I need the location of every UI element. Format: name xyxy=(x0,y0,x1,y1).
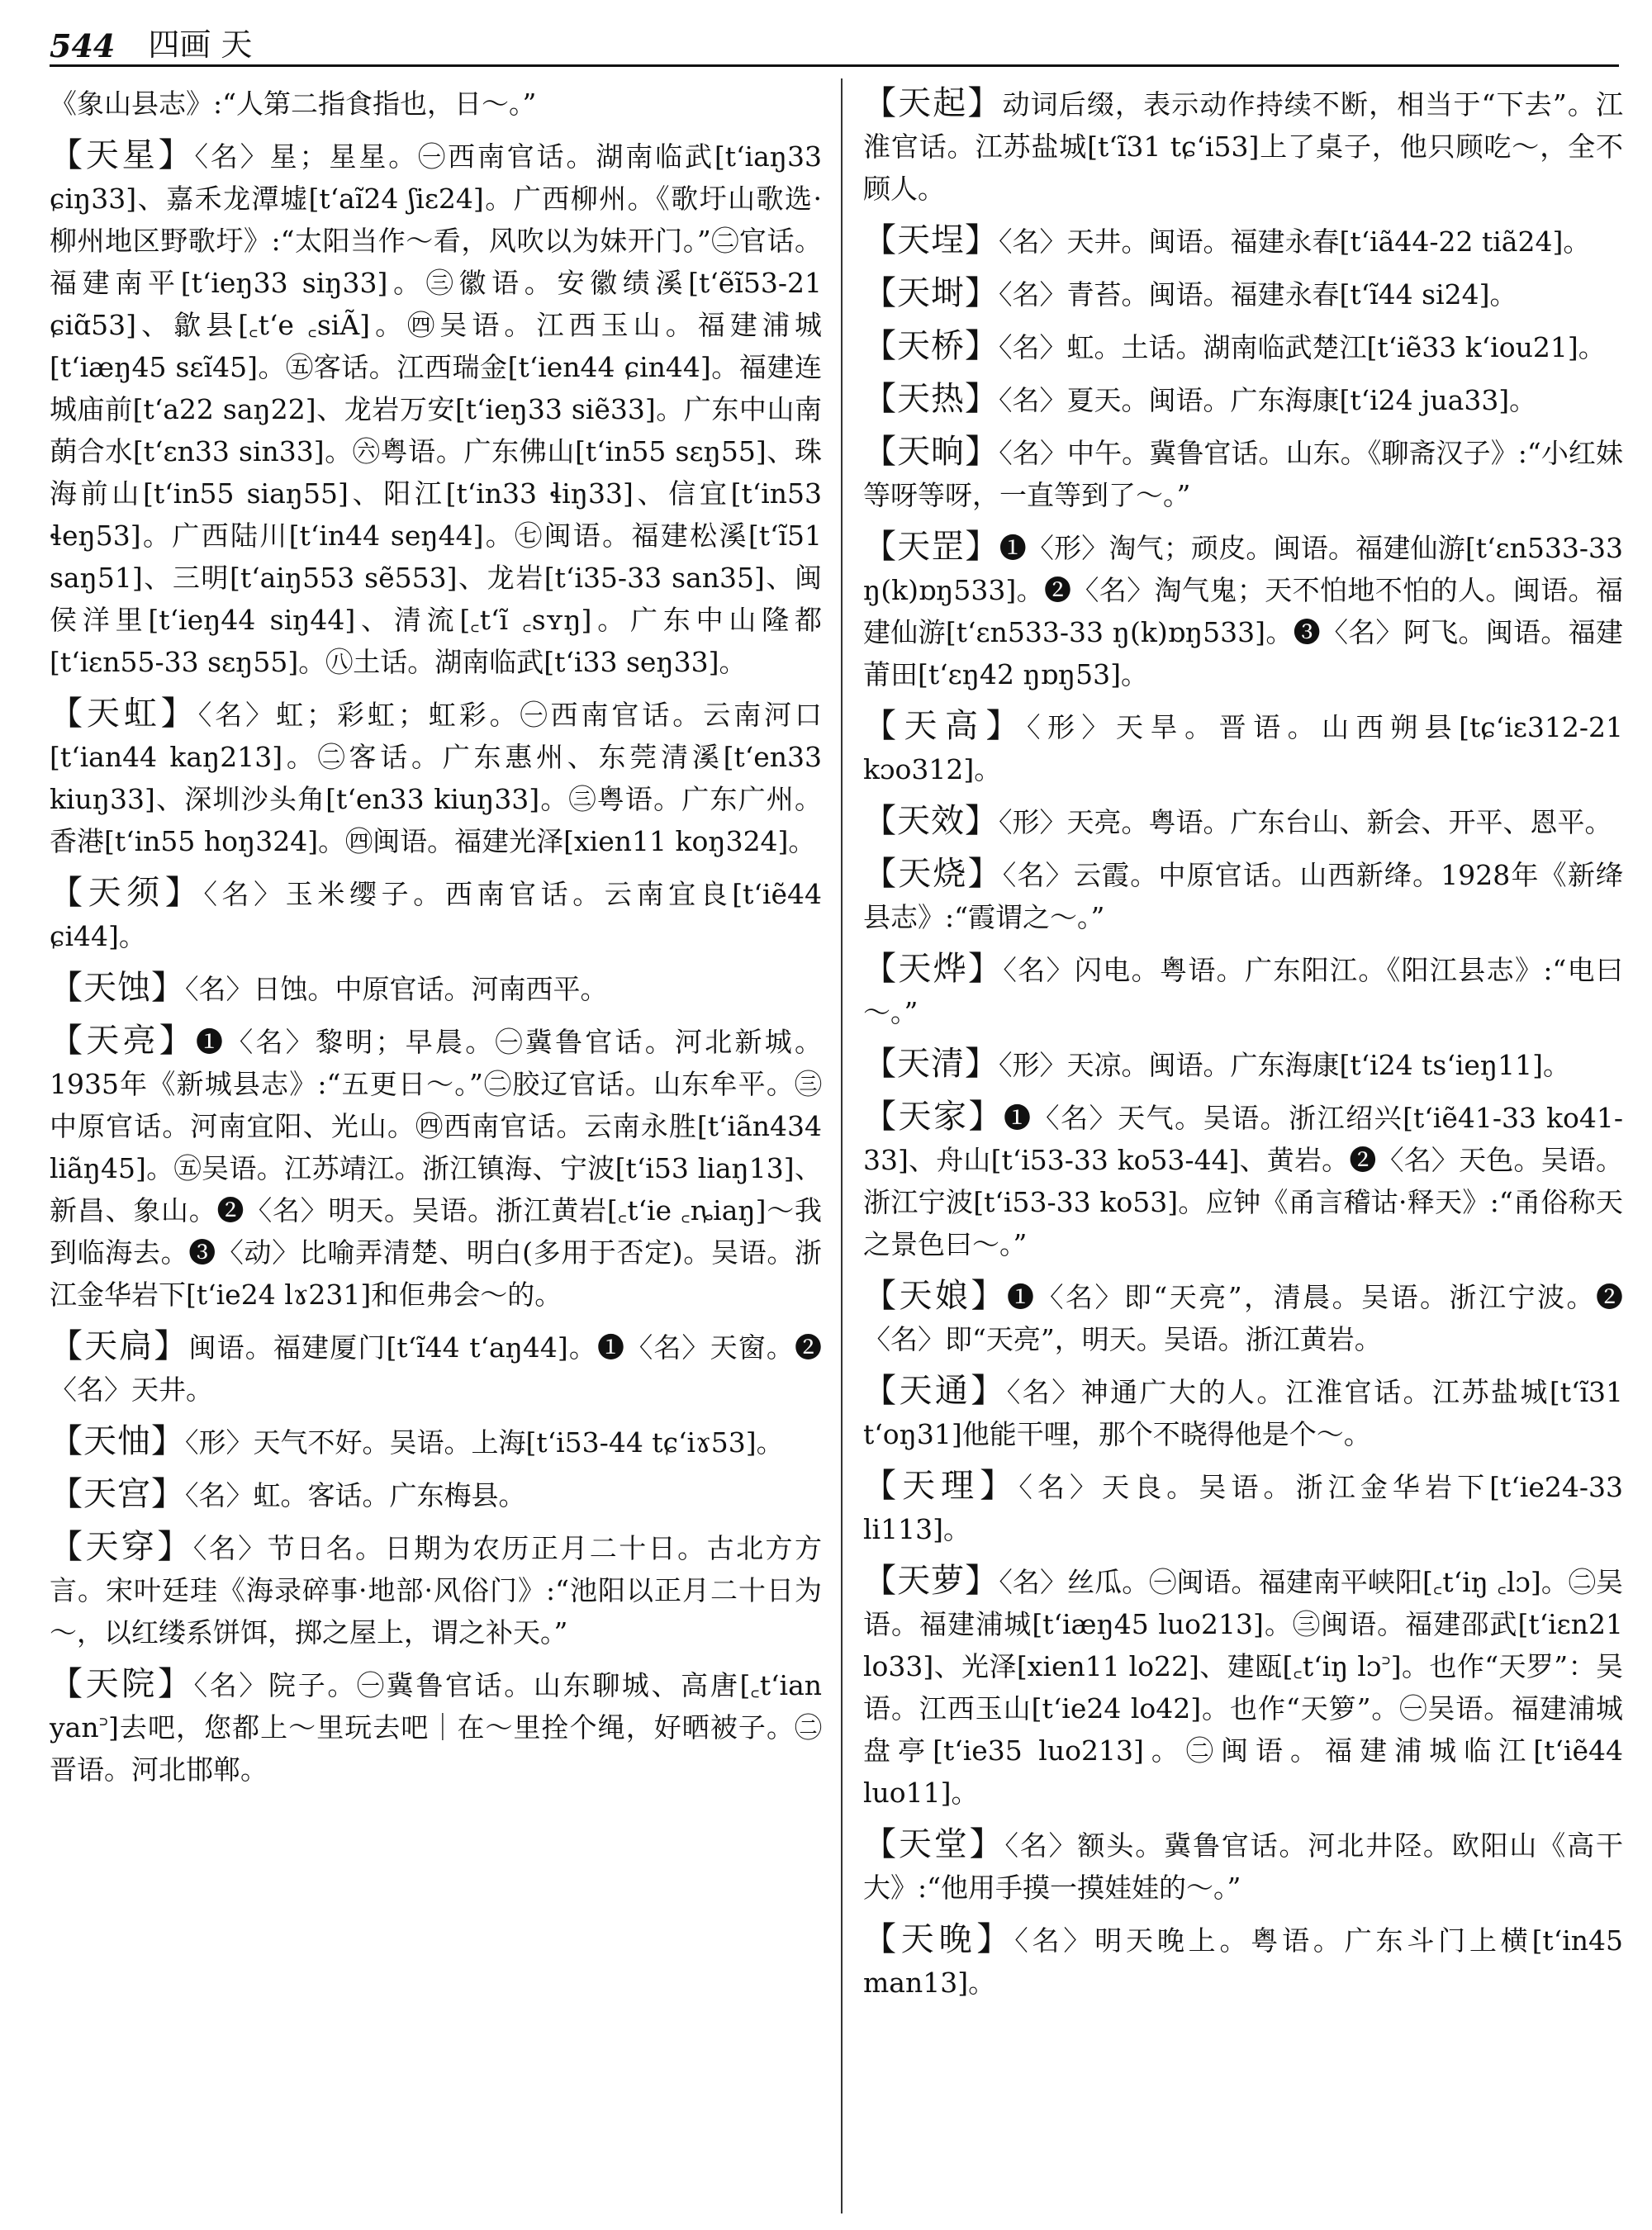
entry-headword: 【天蚀】 xyxy=(50,969,185,1007)
entry-tianshao xyxy=(863,853,1623,938)
column-divider xyxy=(841,78,843,2213)
entry-body: ❶〈名〉天气。吴语。浙江绍兴[t‘iẽ41-33 ko41-33]、舟山[t‘i53-33 ko53-44]、黄岩。❷〈名〉天色。吴语。浙江宁波[t‘i53-33 ko53]。应钟《甬言稽诂·释天》:“甬俗称天之景色曰～。” xyxy=(863,1102,1624,1260)
entry-body: 〈形〉天亮。粤语。广东台山、新会、开平、恩平。 xyxy=(999,806,1612,838)
entry-body: 〈名〉虹。土话。湖南临武楚江[t‘iẽ33 k‘iou21]。 xyxy=(999,331,1606,363)
entry-tianluo xyxy=(863,1560,1623,1814)
entry-body: 〈名〉云霞。中原官话。山西新绛。1928年《新绛县志》:“霞谓之～。” xyxy=(863,859,1624,933)
entry-headword: 【天埘】 xyxy=(863,274,999,312)
page-header xyxy=(50,15,1619,67)
entry-body: 〈形〉天旱。晋语。山西朔县[tɕ‘iɛ312-21 kɔo312]。 xyxy=(863,711,1624,785)
entry-tiantong xyxy=(863,1370,1623,1455)
entry-headword: 【天桥】 xyxy=(863,327,999,365)
entry-headword: 【天晚】 xyxy=(863,1920,1015,1958)
entry-body: 〈名〉神通广大的人。江淮官话。江苏盐城[t‘ĩ31 t‘oŋ31]他能干哩，那个不晓得他是个～。 xyxy=(863,1376,1623,1450)
entry-body: ❶〈形〉淘气；顽皮。闽语。福建仙游[t‘ɛn533-33 ŋ(k)ɒŋ533]。❷〈名〉淘气鬼；天不怕地不怕的人。闽语。福建仙游[t‘ɛn533-33 ŋ(k)ɒŋ533]。❸〈名〉阿飞。闽语。福建莆田[t‘ɛŋ42 ŋɒŋ53]。 xyxy=(863,532,1624,690)
entry-body: 〈名〉节日名。日期为农历正月二十日。古北方方言。宋叶廷珪《海录碎事·地部·风俗门》:“池阳以正月二十日为～，以红缕系饼饵，掷之屋上，谓之补天。” xyxy=(50,1532,823,1649)
entry-tiangao xyxy=(863,705,1623,790)
entry-headword: 【天萝】 xyxy=(863,1562,999,1600)
entry-tiantang xyxy=(863,1824,1623,1909)
entry-headword: 【天扃】 xyxy=(50,1327,189,1365)
entry-tianliang xyxy=(50,1020,822,1316)
entry-headword: 【天院】 xyxy=(50,1665,194,1703)
entry-headword: 【天虹】 xyxy=(50,695,198,733)
entry-body: 〈名〉虹。客话。广东梅县。 xyxy=(185,1479,526,1511)
entry-tianxing xyxy=(50,135,822,683)
entry-headword: 【天晌】 xyxy=(863,433,999,471)
entry-tianshi2 xyxy=(863,273,1623,316)
entry-body: 动词后缀，表示动作持续不断，相当于“下去”。江淮官话。江苏盐城[t‘ĩ31 tɕ‘i53]上了桌子，他只顾吃～，全不顾人。 xyxy=(863,88,1623,205)
entry-tianwan xyxy=(863,1919,1623,2004)
entry-body: 〈名〉天良。吴语。浙江金华岩下[t‘ie24-33 li113]。 xyxy=(863,1471,1624,1545)
entry-tianli xyxy=(863,1465,1623,1550)
entry-tianhong xyxy=(50,693,822,862)
page-number: 544 xyxy=(50,27,116,64)
entry-tiangang xyxy=(863,526,1623,695)
entry-tianchuan xyxy=(50,1526,822,1654)
entry-headword: 【天亮】 xyxy=(50,1022,196,1060)
entry-headword: 【天烧】 xyxy=(863,855,1003,893)
entry-body: 〈名〉额头。冀鲁官话。河北井陉。欧阳山《高干大》:“他用手摸一摸娃娃的～。” xyxy=(863,1829,1624,1904)
entry-body: 〈名〉夏天。闽语。广东海康[t‘i24 jua33]。 xyxy=(999,384,1537,416)
entry-body: ❶〈名〉黎明；早晨。㊀冀鲁官话。河北新城。1935年《新城县志》:“五更日～。”㊁胶辽官话。山东牟平。㊂中原官话。河南宜阳、光山。㊃西南官话。云南永胜[t‘iãn434 liãŋ45]。㊄吴语。江苏靖江。浙江镇海、宁波[t‘i53 liaŋ13]、新昌、象山。❷〈名〉明天。吴语。浙江黄岩[꜀t‘ie ꜀ȵiaŋ]～我到临海去。❸〈动〉比喻弄清楚、明白(多用于否定)。吴语。浙江金华岩下[t‘ie24 lɤ231]和佢弗会～的。 xyxy=(50,1026,822,1311)
entry-tianyuan xyxy=(50,1663,822,1791)
entry-body: 〈名〉天井。闽语。福建永春[t‘iã44-22 tiã24]。 xyxy=(999,225,1591,258)
entry-body: 《象山县志》:“人第二指食指也，日～。” xyxy=(50,88,537,120)
entry-headword: 【天须】 xyxy=(50,874,204,912)
entry-headword: 【天星】 xyxy=(50,136,195,174)
section-title: 四画 天 xyxy=(148,26,253,63)
entry-headword: 【天热】 xyxy=(863,380,999,418)
entry-headword: 【天埕】 xyxy=(863,221,999,259)
entry-tianye xyxy=(863,948,1623,1033)
entry-tianchou xyxy=(50,1421,822,1464)
entry-body: 〈名〉明天晚上。粤语。广东斗门上横[t‘in45 man13]。 xyxy=(863,1924,1623,1999)
entry-tianniang xyxy=(863,1275,1623,1360)
entry-body: 〈名〉闪电。粤语。广东阳江。《阳江县志》:“电曰～。” xyxy=(863,954,1623,1028)
entry-body: 〈名〉玉米缨子。西南官话。云南宜良[t‘iẽ44 ɕi44]。 xyxy=(50,878,822,952)
entry-tianxiang xyxy=(863,431,1623,516)
entry-body: 〈名〉虹；彩虹；虹彩。㊀西南官话。云南河口[t‘ian44 kaŋ213]。㊁客话。广东惠州、东莞清溪[t‘en33 kiuŋ33]、深圳沙头角[t‘en33 kiuŋ33]。㊂粤语。广东广州。香港[t‘in55 hoŋ324]。㊃闽语。福建光泽[xien11 koŋ324]。 xyxy=(50,699,822,857)
entry-body: 〈名〉丝瓜。㊀闽语。福建南平峡阳[꜀t‘iŋ ꜀lɔ]。㊁吴语。福建浦城[t‘iæŋ45 luo213]。㊂闽语。福建邵武[t‘iɛn21 lo33]、光泽[xien11 lo22]、建瓯[꜀t‘iŋ lɔ꜄]。也作“天罗”：吴语。江西玉山[t‘ie24 lo42]。也作“天箩”。㊀吴语。福建浦城盘亭[t‘ie35 luo213]。㊁闽语。福建浦城临江[t‘iẽ44 luo11]。 xyxy=(863,1566,1624,1809)
entry-tianqiao xyxy=(863,325,1623,368)
left-column xyxy=(50,83,822,2213)
entry-headword: 【天清】 xyxy=(863,1045,999,1083)
entry-headword: 【天起】 xyxy=(863,84,1003,122)
entry-headword: 【天宫】 xyxy=(50,1475,185,1513)
entry-body: 〈形〉天凉。闽语。广东海康[t‘i24 ts‘ieŋ11]。 xyxy=(999,1049,1571,1081)
entry-tianshi xyxy=(50,967,822,1010)
entry-headword: 【天家】 xyxy=(863,1098,1004,1136)
entry-headword: 【天穿】 xyxy=(50,1528,193,1566)
entry-tianre xyxy=(863,378,1623,421)
entry-continuation xyxy=(50,83,822,125)
entry-tianqing xyxy=(863,1043,1623,1086)
entry-tiangong xyxy=(50,1473,822,1516)
entry-body: ❶〈名〉即“天亮”，清晨。吴语。浙江宁波。❷〈名〉即“天亮”，明天。吴语。浙江黄岩。 xyxy=(863,1281,1623,1355)
entry-tianjia xyxy=(863,1096,1623,1265)
entry-headword: 【天烨】 xyxy=(863,950,1004,988)
right-column xyxy=(863,83,1623,2213)
entry-body: 〈名〉日蚀。中原官话。河南西平。 xyxy=(185,973,608,1005)
entry-headword: 【天怞】 xyxy=(50,1422,185,1460)
entry-body: 闽语。福建厦门[t‘ĩ44 t‘aŋ44]。❶〈名〉天窗。❷〈名〉天井。 xyxy=(50,1331,822,1406)
entry-headword: 【天堂】 xyxy=(863,1825,1005,1863)
entry-headword: 【天理】 xyxy=(863,1467,1019,1505)
entry-headword: 【天通】 xyxy=(863,1372,1007,1410)
entry-tianqi xyxy=(863,83,1623,210)
entry-tianxiao xyxy=(863,800,1623,843)
entry-tianxu xyxy=(50,872,822,957)
entry-body: 〈名〉星；星星。㊀西南官话。湖南临武[t‘iaŋ33 ɕiŋ33]、嘉禾龙潭墟[t‘aĩ24 ʃiɛ24]。广西柳州。《歌圩山歌选·柳州地区野歌圩》:“太阳当作～看，风吹以为妹开门。”㊁官话。福建南平[t‘ieŋ33 siŋ33]。㊂徽语。安徽绩溪[t‘ẽĩ53-21 ɕiɑ̃53]、歙县[꜀t‘e ꜀siÃ]。㊃吴语。江西玉山。福建浦城[t‘iæŋ45 sɛĩ45]。㊄客话。江西瑞金[t‘ien44 ɕin44]。福建连城庙前[t‘a22 saŋ22]、龙岩万安[t‘ieŋ33 siẽ33]。广东中山南蓢合水[t‘ɛn33 sin33]。㊅粤语。广东佛山[t‘in55 sɛŋ55]、珠海前山[t‘in55 siaŋ55]、阳江[t‘in33 ɬiŋ33]、信宜[t‘in53 ɬeŋ53]。广西陆川[t‘in44 seŋ44]。㊆闽语。福建松溪[t‘ĩ51 saŋ51]、三明[t‘aiŋ553 sẽ553]、龙岩[t‘i35-33 san35]、闽侯洋里[t‘ieŋ44 siŋ44]、清流[꜀t‘ĩ ꜀sʏŋ]。广东中山隆都[t‘iɛn55-33 sɛŋ55]。㊇土话。湖南临武[t‘i33 seŋ33]。 xyxy=(50,140,822,678)
entry-tianjiong xyxy=(50,1326,822,1411)
entry-headword: 【天娘】 xyxy=(863,1277,1007,1315)
entry-headword: 【天高】 xyxy=(863,707,1028,745)
entry-tiancheng xyxy=(863,220,1623,263)
entry-body: 〈名〉中午。冀鲁官话。山东。《聊斋汉子》:“小红妹等呀等呀，一直等到了～。” xyxy=(863,437,1623,511)
entry-body: 〈名〉青苔。闽语。福建永春[t‘ĩ44 si24]。 xyxy=(999,278,1517,311)
entry-body: 〈名〉院子。㊀冀鲁官话。山东聊城、高唐[꜀t‘ian yan꜄]去吧，您都上～里玩去吧｜在～里拴个绳，好晒被子。㊁晋语。河北邯郸。 xyxy=(50,1669,823,1786)
entry-headword: 【天罡】 xyxy=(863,528,999,566)
entry-headword: 【天效】 xyxy=(863,802,999,840)
entry-body: 〈形〉天气不好。吴语。上海[t‘i53-44 tɕ‘iɤ53]。 xyxy=(185,1426,784,1459)
